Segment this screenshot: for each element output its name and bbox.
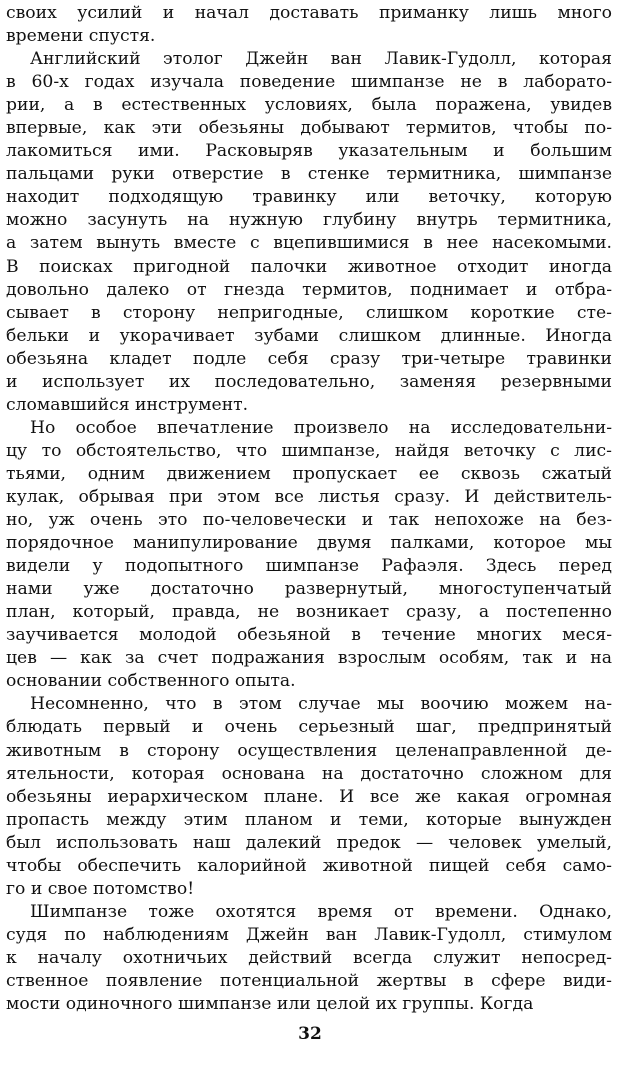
text-line: впервые, как эти обезьяны добывают термитов, чтобы по- (6, 118, 612, 139)
text-line: заучивается молодой обезьяной в течение многих меся- (6, 625, 612, 646)
text-line: пропасть между этим планом и теми, которые вынужден (6, 809, 612, 830)
text-line: го и свое потомство! (6, 878, 195, 899)
text-line: животным в сторону осуществления целенаправленной де- (6, 740, 612, 761)
text-line: кулак, обрывая при этом все листья сразу. И действитель- (6, 486, 612, 507)
text-line: пальцами руки отверстие в стенке термитника, шимпанзе (6, 164, 612, 185)
text-line: порядочное манипулирование двумя палками, которое мы (6, 533, 612, 554)
text-line: блюдать первый и очень серьезный шаг, предпринятый (6, 717, 612, 738)
text-line: можно засунуть на нужную глубину внутрь термитника, (6, 210, 612, 231)
text-line: своих усилий и начал доставать приманку лишь много (6, 3, 612, 23)
text-line: Но особое впечатление произвело на исследовательни- (30, 417, 612, 438)
text-line: ятельности, которая основана на достаточно сложном для (6, 763, 612, 784)
text-line: бельки и укорачивает зубами слишком длинные. Иногда (6, 325, 612, 346)
text-line: обезьяны иерархическом плане. И все же какая огромная (6, 786, 612, 807)
text-line: тьями, одним движением пропускает ее сквозь сжатый (6, 463, 612, 484)
text-line: находит подходящую травинку или веточку, которую (6, 187, 612, 208)
text-line: В поисках пригодной палочки животное отходит иногда (6, 256, 612, 277)
text-line: был использовать наш далекий предок — человек умелый, (6, 832, 612, 853)
text-line: в 60-х годах изучала поведение шимпанзе не в лаборато- (6, 72, 612, 93)
text-line: ственное появление потенциальной жертвы в сфере види- (6, 970, 612, 991)
text-line: нами уже достаточно развернутый, многоступенчатый (6, 579, 612, 600)
text-line: сывает в сторону непригодные, слишком короткие сте- (6, 302, 612, 323)
text-line: цу то обстоятельство, что шимпанзе, найдя веточку с лис- (6, 440, 612, 461)
text-line: а затем вынуть вместе с вцепившимися в нее насекомыми. (6, 233, 612, 254)
text-line: цев — как за счет подражания взрослым особям, так и на (6, 648, 612, 669)
text-line: обезьяна кладет подле себя сразу три-четыре травинки (6, 348, 612, 369)
text-line: рии, а в естественных условиях, была поражена, увидев (6, 95, 612, 116)
text-line: Шимпанзе тоже охотятся время от времени. Однако, (30, 901, 612, 922)
text-line: основании собственного опыта. (6, 671, 296, 692)
text-line: лакомиться ими. Расковыряв указательным и большим (6, 141, 612, 162)
text-line: довольно далеко от гнезда термитов, поднимает и отбра- (6, 279, 612, 300)
text-line: к началу охотничьих действий всегда служит непосред- (6, 947, 612, 968)
paragraph (6, 2, 612, 48)
text-line: судя по наблюдениям Джейн ван Лавик-Гудолл, стимулом (6, 924, 612, 945)
text-line: сломавшийся инструмент. (6, 394, 249, 415)
paragraph (6, 48, 612, 417)
page-number: 32 (298, 1024, 322, 1044)
text-line: но, уж очень это по-человечески и так непохоже на без- (6, 510, 612, 531)
text-line: Несомненно, что в этом случае мы воочию можем на- (30, 694, 612, 715)
text-line: видели у подопытного шимпанзе Рафаэля. Здесь перед (6, 556, 612, 577)
body-text (6, 2, 612, 1016)
text-line: план, который, правда, не возникает сразу, а постепенно (6, 602, 612, 623)
paragraph (6, 901, 612, 1016)
text-line: мости одиночного шимпанзе или целой их группы. Когда (6, 994, 534, 1015)
text-line: времени спустя. (6, 26, 156, 47)
paragraph (6, 693, 612, 900)
text-line: чтобы обеспечить калорийной животной пищей себя само- (6, 855, 612, 876)
paragraph (6, 417, 612, 694)
text-line: Английский этолог Джейн ван Лавик-Гудолл, которая (30, 49, 612, 70)
text-line: и использует их последовательно, заменяя резервными (6, 371, 612, 392)
